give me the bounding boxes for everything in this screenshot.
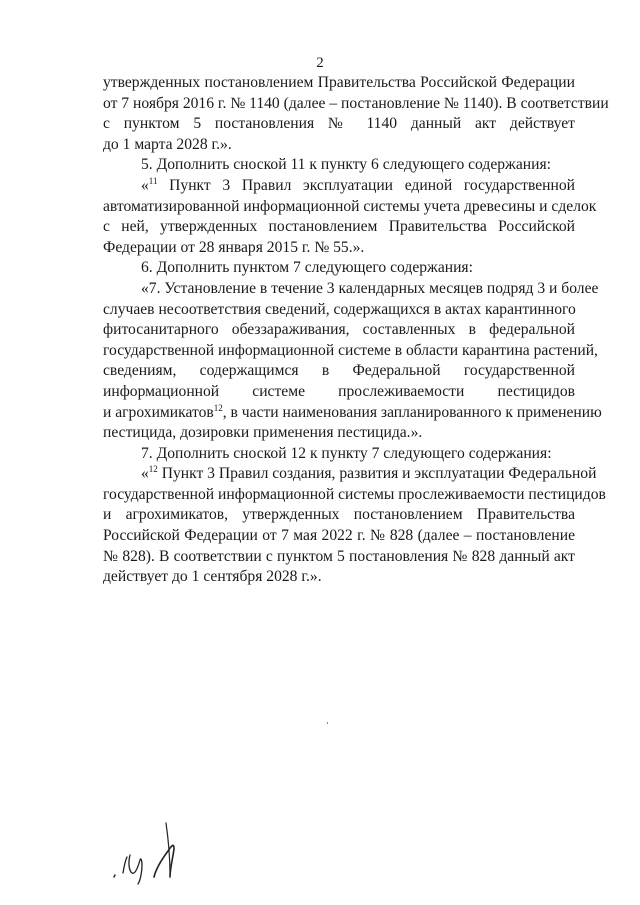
body-text xyxy=(103,73,609,588)
text-line xyxy=(103,485,606,506)
line-text: с пунктом 5 постановления № 1140 данный акт действует xyxy=(103,115,575,133)
line-text: случаев несоответствия сведений, содержащихся в актах карантинного xyxy=(103,300,576,318)
text-line xyxy=(103,361,575,382)
quote-mark: « xyxy=(141,176,149,194)
footnote-ref: 12 xyxy=(213,402,223,413)
line-text: фитосанитарного обеззараживания, составленных в федеральной xyxy=(103,321,575,339)
text-line xyxy=(103,73,575,94)
text-line xyxy=(103,176,575,197)
text-line xyxy=(103,279,599,300)
text-line xyxy=(103,526,575,547)
line-text: Российской Федерации от 7 мая 2022 г. № 828 (далее – постановление xyxy=(103,527,575,545)
text-line xyxy=(103,402,602,424)
quote-mark: « xyxy=(141,465,149,483)
line-text: и агрохимикатов, утвержденных постановлением Правительства xyxy=(103,506,575,524)
line-text: Федерации от 28 января 2015 г. № 55.». xyxy=(103,238,365,256)
line-text: утвержденных постановлением Правительства Российской Федерации xyxy=(103,74,575,91)
text-line xyxy=(103,547,575,568)
text-line xyxy=(103,197,597,218)
text-line xyxy=(103,505,575,526)
text-line xyxy=(103,300,575,321)
line-text: 7. Дополнить сноской 12 к пункту 7 следующего содержания: xyxy=(141,444,552,462)
text-line xyxy=(103,135,575,156)
line-text: сведениям, содержащимся в Федеральной государственной xyxy=(103,362,575,380)
text-line xyxy=(103,464,597,485)
text-line xyxy=(103,238,575,259)
line-text: Пункт 3 Правил эксплуатации единой государственной xyxy=(157,176,575,194)
line-text: с ней, утвержденных постановлением Правительства Российской xyxy=(103,218,575,236)
line-text: государственной информационной системы прослеживаемости пестицидов xyxy=(103,485,606,503)
line-text: государственной информационной системе в области карантина растений, xyxy=(103,341,598,359)
text-line xyxy=(103,382,575,403)
line-text: «7. Установление в течение 3 календарных месяцев подряд 3 и более xyxy=(141,279,599,297)
line-text: до 1 марта 2028 г.». xyxy=(103,135,232,153)
line-text: пестицида, дозировки применения пестицида.». xyxy=(103,424,423,442)
text-line xyxy=(103,258,575,279)
text-line xyxy=(103,114,575,135)
footnote-ref: 11 xyxy=(148,175,158,186)
line-text: 5. Дополнить сноской 11 к пункту 6 следующего содержания: xyxy=(141,156,551,174)
line-text: автоматизированной информационной системы учета древесины и сделок xyxy=(103,197,597,215)
line-text: Пункт 3 Правил создания, развития и эксплуатации Федеральной xyxy=(157,465,597,483)
page-number: 2 xyxy=(316,55,324,71)
text-line xyxy=(103,341,598,362)
text-line xyxy=(103,94,609,115)
line-text: информационной системе прослеживаемости пестицидов xyxy=(103,382,575,400)
line-text: и агрохимикатов xyxy=(103,403,214,421)
scan-speck xyxy=(327,722,328,724)
text-line xyxy=(103,155,575,176)
handwritten-signature xyxy=(108,815,208,885)
line-text: от 7 ноября 2016 г. № 1140 (далее – постановление № 1140). В соответствии xyxy=(103,94,609,112)
line-text: действует до 1 сентября 2028 г.». xyxy=(103,568,322,586)
text-line xyxy=(103,423,575,444)
text-line xyxy=(103,217,575,238)
text-line xyxy=(103,567,575,588)
line-text: 6. Дополнить пунктом 7 следующего содержания: xyxy=(141,259,473,277)
line-text: № 828). В соответствии с пунктом 5 постановления № 828 данный акт xyxy=(103,547,575,565)
footnote-ref: 12 xyxy=(148,464,158,475)
line-text-continued: , в части наименования запланированного к применению xyxy=(222,403,602,421)
text-line xyxy=(103,320,575,341)
text-line xyxy=(103,444,575,465)
